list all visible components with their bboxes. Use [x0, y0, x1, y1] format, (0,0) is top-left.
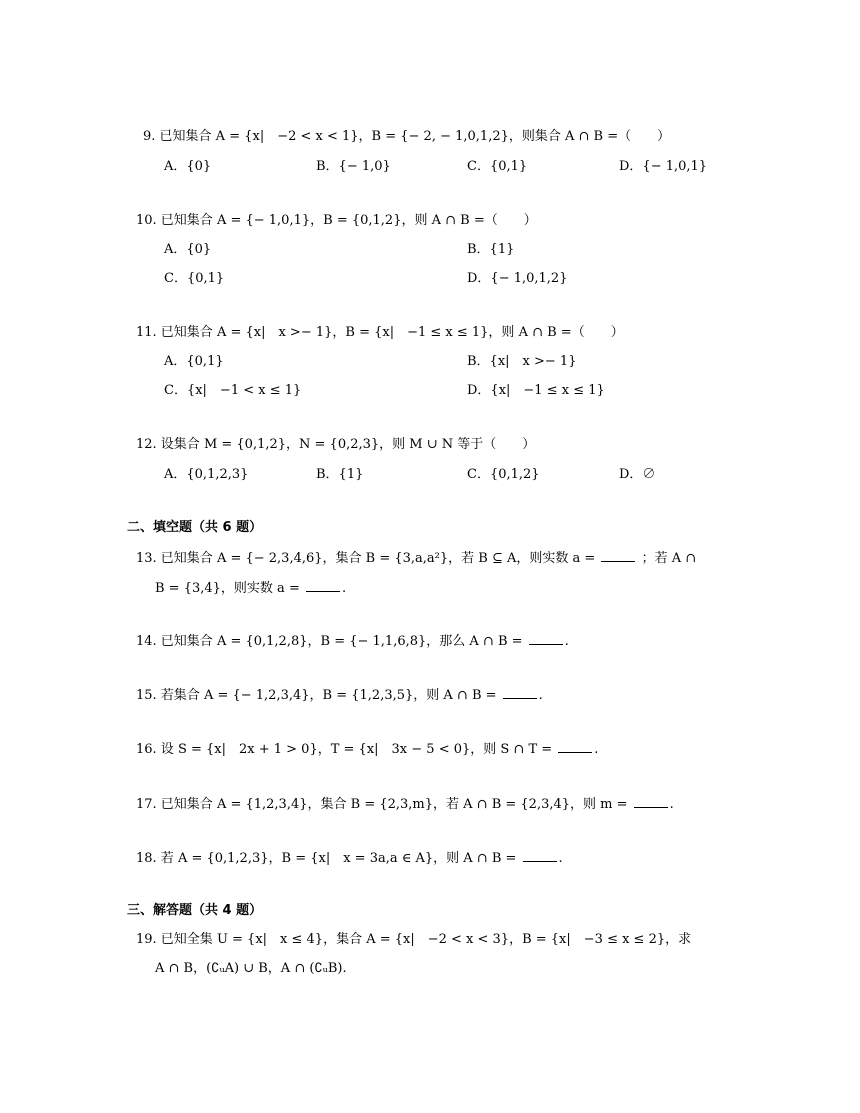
question-13-line-1 [136, 547, 696, 569]
q17-text: 17. 已知集合 A = {1,2,3,4}，集合 B = {2,3,m}，若 A ∩ B = {2,3,4}，则 m = [136, 797, 628, 812]
q16-text: 16. 设 S = {x| 2x + 1 > 0}，T = {x| 3x − 5 < 0}，则 S ∩ T = [136, 742, 553, 757]
q15-text: 15. 若集合 A = {− 1,2,3,4}，B = {1,2,3,5}，则 A ∩ B = [136, 688, 497, 703]
q12-option-b: B．{1} [316, 467, 364, 482]
question-16 [136, 738, 598, 760]
q11-option-b: B．{x| x >− 1} [467, 354, 577, 369]
q13-blank-1[interactable] [601, 547, 635, 562]
q17-period: . [669, 797, 674, 812]
q13-text-c: B = {3,4}，则实数 a = [155, 581, 300, 596]
q10-option-d: D．{− 1,0,1,2} [467, 271, 568, 286]
q18-text: 18. 若 A = {0,1,2,3}，B = {x| x = 3a,a ∈ A}，则 A ∩ B = [136, 851, 517, 866]
q13-text-a: 13. 已知集合 A = {− 2,3,4,6}，集合 B = {3,a,a²}，若 B ⊆ A，则实数 a = [136, 551, 596, 566]
q13-blank-2[interactable] [306, 577, 340, 592]
q10-option-b: B．{1} [467, 242, 515, 257]
q12-option-a: A．{0,1,2,3} [164, 467, 249, 482]
q11-option-a: A．{0,1} [164, 354, 224, 369]
q9-option-d: D．{− 1,0,1} [619, 159, 708, 174]
q11-option-d: D．{x| −1 ≤ x ≤ 1} [467, 383, 605, 398]
q14-blank[interactable] [529, 630, 563, 645]
question-19-line-2: A ∩ B，(∁ᵤA) ∪ B，A ∩ (∁ᵤB). [155, 961, 347, 976]
question-9-stem: 9. 已知集合 A = {x| −2 < x < 1}，B = {− 2, − 1,0,1,2}，则集合 A ∩ B =（ ） [143, 129, 671, 144]
q16-blank[interactable] [558, 738, 592, 753]
q11-option-c: C．{x| −1 < x ≤ 1} [164, 383, 302, 398]
question-15 [136, 684, 543, 706]
section-answer-heading: 三、解答题（共 4 题） [127, 903, 263, 918]
q10-option-a: A．{0} [164, 242, 212, 257]
q9-option-c: C．{0,1} [467, 159, 528, 174]
q12-option-c: C．{0,1,2} [467, 467, 540, 482]
q9-option-b: B．{− 1,0} [316, 159, 391, 174]
question-11-stem: 11. 已知集合 A = {x| x >− 1}，B = {x| −1 ≤ x ≤ 1}，则 A ∩ B =（ ） [136, 325, 624, 340]
q10-option-c: C．{0,1} [164, 271, 225, 286]
q13-text-b: ；若 A ∩ [641, 551, 697, 566]
q13-period: . [341, 581, 347, 596]
question-19-line-1: 19. 已知全集 U = {x| x ≤ 4}，集合 A = {x| −2 < x < 3}，B = {x| −3 ≤ x ≤ 2}，求 [136, 932, 692, 947]
q17-blank[interactable] [634, 793, 668, 808]
q15-period: . [538, 688, 543, 703]
q12-option-d: D．∅ [619, 467, 656, 482]
question-12-stem: 12. 设集合 M = {0,1,2}，N = {0,2,3}，则 M ∪ N 等于（ ） [136, 437, 536, 452]
question-17 [136, 793, 674, 815]
q14-text: 14. 已知集合 A = {0,1,2,8}，B = {− 1,1,6,8}，那么 A ∩ B = [136, 634, 523, 649]
question-18 [136, 847, 563, 869]
q9-option-a: A．{0} [164, 159, 212, 174]
question-14 [136, 630, 569, 652]
q14-period: . [564, 634, 569, 649]
q18-blank[interactable] [523, 847, 557, 862]
q15-blank[interactable] [503, 684, 537, 699]
section-fill-heading: 二、填空题（共 6 题） [127, 520, 263, 535]
q16-period: . [594, 742, 599, 757]
question-13-line-2 [155, 577, 346, 599]
q18-period: . [558, 851, 563, 866]
question-10-stem: 10. 已知集合 A = {− 1,0,1}，B = {0,1,2}，则 A ∩ B =（ ） [136, 213, 537, 228]
